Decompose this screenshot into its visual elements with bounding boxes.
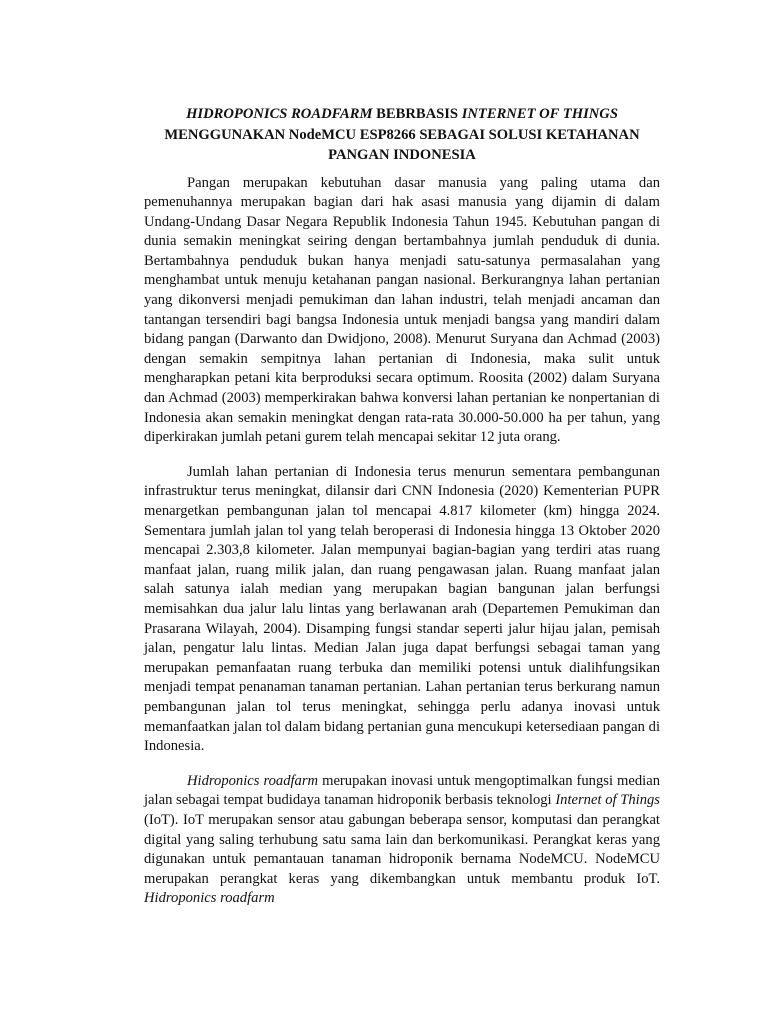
title-line-2: MENGGUNAKAN NodeMCU ESP8266 SEBAGAI SOLUSI KETAHANAN (164, 126, 640, 143)
paragraph-1: Pangan merupakan kebutuhan dasar manusia yang paling utama dan pemenuhannya merupakan bagian dari hak asasi manusia yang dijamin di dalam Undang-Undang Dasar Negara Republik Indonesia Tahun 1945. Kebutuhan pangan di dunia semakin meningkat seiring dengan bertambahnya jumlah penduduk di dunia. Bertambahnya penduduk bukan hanya menjadi satu-satunya permasalahan yang menghambat untuk menuju ketahanan pangan nasional. Berkurangnya lahan pertanian yang dikonversi menjadi pemukiman dan lahan industri, telah menjadi ancaman dan tantangan tersendiri bagi bangsa Indonesia untuk menjadi bangsa yang mandiri dalam bidang pangan (Darwanto dan Dwidjono, 2008). Menurut Suryana dan Achmad (2003) dengan semakin sempitnya lahan pertanian di Indonesia, maka sulit untuk mengharapkan petani kita berproduksi secara optimum. Roosita (2002) dalam Suryana dan Achmad (2003) memperkirakan bahwa konversi lahan pertanian ke nonpertanian di Indonesia akan semakin meningkat dengan rata-rata 30.000-50.000 ha per tahun, yang diperkirakan jumlah petani gurem telah mencapai sekitar 12 juta orang. (144, 174, 660, 446)
title-text-bebrbasis: BEBRBASIS (372, 106, 462, 122)
paragraph-3-text-2: (IoT). IoT merupakan sensor atau gabungan beberapa sensor, komputasi dan perangkat digital yang saling terhubung satu sama lain dan berkomunikasi. Perangkat keras yang digunakan untuk pemantauan tanaman hidroponik bernama NodeMCU. NodeMCU merupakan perangkat keras yang dikembangkan untuk membantu produk IoT. (144, 811, 660, 887)
title-italic-iot: INTERNET OF THINGS (461, 106, 618, 122)
paragraph-3-text-1: merupakan inovasi untuk mengoptimalkan fungsi median jalan sebagai tempat budidaya tanaman hidroponik berbasis teknologi (144, 772, 660, 809)
paragraph-3-italic-2: Internet of Things (555, 792, 660, 809)
title-italic-hidroponics: HIDROPONICS ROADFARM (186, 106, 373, 122)
paragraph-3-italic-3: Hidroponics roadfarm (144, 890, 275, 907)
document-title (144, 104, 660, 166)
paragraph-3-italic-1: Hidroponics roadfarm (187, 772, 319, 789)
title-line-3: PANGAN INDONESIA (328, 147, 476, 163)
paragraph-3 (144, 772, 660, 909)
document-page (144, 104, 660, 924)
title-line-1 (144, 104, 660, 125)
paragraph-2: Jumlah lahan pertanian di Indonesia terus menurun sementara pembangunan infrastruktur terus meningkat, dilansir dari CNN Indonesia (2020) Kementerian PUPR menargetkan pembangunan jalan tol mencapai 4.817 kilometer (km) hingga 2024. Sementara jumlah jalan tol yang telah beroperasi di Indonesia hingga 13 Oktober 2020 mencapai 2.303,8 kilometer. Jalan mempunyai bagian-bagian yang terdiri atas ruang manfaat jalan, ruang milik jalan, dan ruang pengawasan jalan. Ruang manfaat jalan salah satunya ialah median yang merupakan bagian bangunan jalan berfungsi memisahkan dua jalur lalu lintas yang berlawanan arah (Departemen Pemukiman dan Prasarana Wilayah, 2004). Disamping fungsi standar seperti jalur hijau jalan, pemisah jalan, pengatur lalu lintas. Median Jalan juga dapat berfungsi sebagai taman yang merupakan pemanfaatan ruang terbuka dan memiliki potensi untuk dialihfungsikan menjadi tempat penanaman tanaman pertanian. Lahan pertanian terus berkurang namun pembangunan jalan tol terus meningkat, sehingga perlu adanya inovasi untuk memanfaatkan jalan tol dalam bidang pertanian guna mencukupi ketersediaan pangan di Indonesia. (144, 463, 660, 755)
